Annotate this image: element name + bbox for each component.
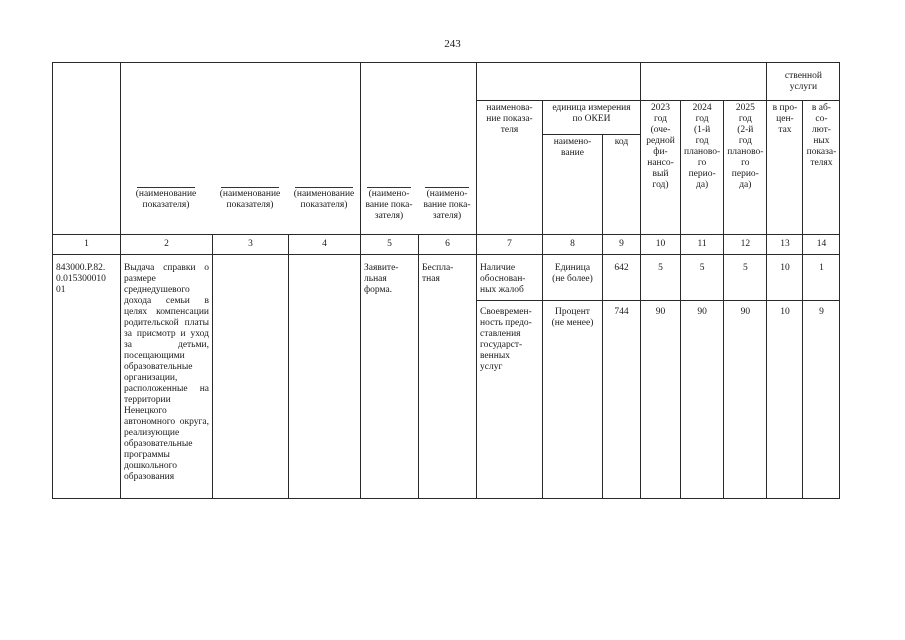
- column-number: 14: [803, 235, 840, 255]
- value-2025: 90: [724, 301, 767, 499]
- deviation-percent: 10: [767, 255, 803, 301]
- header-group-values: [641, 63, 767, 101]
- content-label-1: [120, 187, 212, 211]
- service-form: Заявите- льная форма.: [361, 255, 419, 499]
- unit-name: Процент (не менее): [543, 301, 603, 499]
- column-numbers-row: [53, 235, 840, 255]
- condition-label-2: [418, 187, 476, 222]
- header-percent: в про- цен- тах: [767, 101, 803, 235]
- header-group-indicator: [477, 63, 641, 101]
- underline-rule: [221, 187, 279, 188]
- column-number: 3: [213, 235, 289, 255]
- deviation-percent: 10: [767, 301, 803, 499]
- header-unit-name: наимено- вание: [543, 135, 603, 235]
- value-2023: 5: [641, 255, 681, 301]
- content-label-2: [212, 187, 288, 211]
- underline-rule: [295, 187, 353, 188]
- service-name: Выдача справки о размере среднедушевого дохода семьи в целях компенсации родительской платы за присмотр и уход за детьми, посещающими образовательные организации, расположенные на территории Ненецкого автономного округа, реализующие образовательные программы дошкольного образования: [121, 255, 213, 499]
- deviation-absolute: 1: [803, 255, 840, 301]
- col2-label: (наименование показателя): [135, 189, 197, 210]
- col6-label: (наимено- вание пока- зателя): [423, 189, 471, 221]
- column-number: 8: [543, 235, 603, 255]
- column-number: 1: [53, 235, 121, 255]
- indicator-name: Своевремен- ность предо- ставления государст- венных услуг: [477, 301, 543, 499]
- header-indicator-name: наименова- ние показа- теля: [477, 101, 543, 235]
- value-2024: 90: [681, 301, 724, 499]
- col5-label: (наимено- вание пока- зателя): [365, 189, 413, 221]
- column-number: 2: [121, 235, 213, 255]
- column-number: 4: [289, 235, 361, 255]
- col4-label: (наименование показателя): [293, 189, 355, 210]
- column-number: 12: [724, 235, 767, 255]
- payment-type: Беспла- тная: [419, 255, 477, 499]
- value-2024: 5: [681, 255, 724, 301]
- col3-label: (наименование показателя): [219, 189, 281, 210]
- column-number: 6: [419, 235, 477, 255]
- header-year-2023: 2023 год (оче- редной фи- нансо- вый год): [641, 101, 681, 235]
- table-row: [53, 255, 840, 301]
- column-number: 5: [361, 235, 419, 255]
- column-number: 7: [477, 235, 543, 255]
- indicator-name: Наличие обоснован- ных жалоб: [477, 255, 543, 301]
- underline-rule: [367, 187, 411, 188]
- header-deviation-label: ственной услуги: [767, 63, 840, 101]
- header-absolute: в аб- со- лют- ных показа- телях: [803, 101, 840, 235]
- content-cell-col4: [289, 255, 361, 499]
- header-year-2025: 2025 год (2-й год планово- го перио- да): [724, 101, 767, 235]
- unit-name: Единица (не более): [543, 255, 603, 301]
- condition-label-1: [360, 187, 418, 222]
- underline-rule: [137, 187, 195, 188]
- unit-code: 642: [603, 255, 641, 301]
- deviation-absolute: 9: [803, 301, 840, 499]
- header-cell-col1: [53, 63, 121, 235]
- service-quality-table: [52, 62, 840, 499]
- header-year-2024: 2024 год (1-й год планово- го перио- да): [681, 101, 724, 235]
- content-label-3: [288, 187, 360, 211]
- header-unit-code: код: [603, 135, 641, 235]
- column-number: 13: [767, 235, 803, 255]
- unit-code: 744: [603, 301, 641, 499]
- record-code: 843000.Р.82. 0.015300010 01: [53, 255, 121, 499]
- underline-rule: [425, 187, 469, 188]
- content-cell-col3: [213, 255, 289, 499]
- header-unit-group: единица измерения по ОКЕИ: [543, 101, 641, 135]
- value-2025: 5: [724, 255, 767, 301]
- page-number: 243: [444, 38, 461, 50]
- column-number: 9: [603, 235, 641, 255]
- column-number: 10: [641, 235, 681, 255]
- column-number: 11: [681, 235, 724, 255]
- value-2023: 90: [641, 301, 681, 499]
